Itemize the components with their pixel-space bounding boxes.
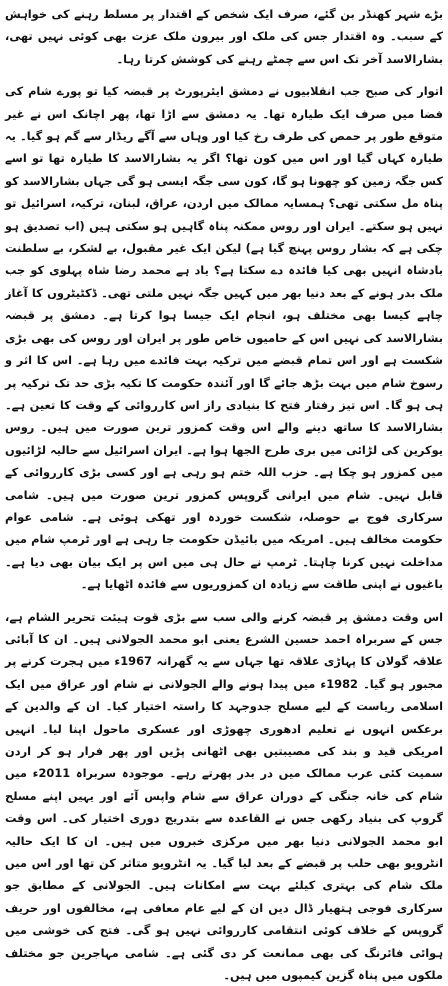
article-paragraph-1: بڑے شہر کھنڈر بن گئے، صرف ایک شخص کے اقتدار پر مسلط رہنے کی خواہش کے سبب۔ وہ اقتدار جس کی ملک اور بیرون ملک عزت بھی کوئی نہیں تھی، بشارالاسد آخر تک اس سے چمٹے رہنے کی کوشش کرتا رہا۔ (5, 7, 443, 66)
article-paragraph-3: اس وقت دمشق پر قبضہ کرنے والی سب سے بڑی قوت ہیئت تحریر الشام ہے، جس کے سربراہ احمد حسین الشرع یعنی ابو محمد الجولانی ہیں۔ ان کا آبائی علاقہ گولان کا پہاڑی علاقہ تھا جہاں سے یہ گھرانہ 1967ء میں ہجرت کرنے پر مجبور ہو گیا۔ 1982ء میں پیدا ہونے والے الجولانی نے شام اور عراق میں ایک اسلامی ریاست کے لیے مسلح جدوجہد کا راستہ اختیار کیا۔ ان کے والدین کے برعکس انہوں نے تعلیم ادھوری چھوڑی اور عسکری ماحول اپنا لیا۔ انہیں امریکی قید و بند کی مصیبتیں بھی اٹھانی پڑیں اور پھر فرار ہو کر اردن سمیت کئی عرب ممالک میں در بدر پھرتے رہے۔ موجودہ سربراہ 2011ء میں شام کی خانہ جنگی کے دوران عراق سے شام واپس آئے اور یہیں اپنے مسلح گروپ کی بنیاد رکھی جس نے القاعدہ سے بتدریج دوری اختیار کی۔ اس وقت ابو محمد الجولانی دنیا بھر میں مرکزی خبروں میں ہیں۔ ان کا ایک حالیہ انٹرویو بھی حلب پر قبضے کے بعد لیا گیا۔ یہ انٹرویو متاثر کن تھا اور اس میں ملک شام کی بہتری کیلئے بہت سے امکانات ہیں۔ الجولانی کے مطابق جو سرکاری فوجی ہتھیار ڈال دیں ان کے لیے عام معافی ہے، مخالفوں اور حریف گروپس کے خلاف کوئی انتقامی کارروائی نہیں ہو گی۔ فتح کی خوشی میں ہوائی فائرنگ کی بھی ممانعت کر دی گئی ہے۔ شامی مہاجرین جو مختلف ملکوں میں پناہ گزین کیمپوں میں ہیں۔ (5, 609, 444, 983)
article-paragraph-2: اتوار کی صبح جب انقلابیوں نے دمشق ایئرپورٹ پر قبضہ کیا تو پورے شام کی فضا میں صرف ایک طیارہ تھا۔ یہ دمشق سے اڑا تھا، پھر اچانک اس نے غیر متوقع طور پر حمص کی طرف رخ کیا اور وہاں سے آگے ریڈار سے گم ہو گیا۔ یہ طیارہ کہاں گیا اور اس میں کون تھا؟ اگر یہ بشارالاسد کا طیارہ تھا تو اسے کس جگہ زمین کو چھونا ہو گا، کون سی جگہ ایسی ہو گی جہاں بشارالاسد کو پناہ مل سکتی تھی؟ ہمسایہ ممالک میں اردن، عراق، لبنان، ترکیہ، اسرائیل تو نہیں ہو سکتے۔ ایران اور روس ممکنہ پناہ گاہیں ہو سکتی ہیں (اب تصدیق ہو چکی ہے کہ بشار روس پہنچ گیا ہے) لیکن ایک غیر مقبول، بے لشکر، بے سلطنت بادشاہ انہیں بھی کیا فائدہ دے سکتا ہے؟ یاد ہے محمد رضا شاہ پہلوی کو جب ملک بدر ہونے کے بعد دنیا بھر میں کہیں جگہ نہیں ملتی تھی۔ ڈکٹیٹروں کا آغاز چاہے کیسا بھی مختلف ہو، انجام ایک جیسا ہوا کرتا ہے۔ دمشق پر قبضہ بشارالاسد کی نہیں اس کے حامیوں خاص طور پر ایران اور روس کی بھی بڑی شکست ہے اور اس تمام قبضے میں ترکیہ بہت فائدے میں رہا ہے۔ اس کا اثر و رسوخ شام میں بہت بڑھ جائے گا اور آئندہ حکومت کا تکیہ بڑی حد تک ترکیہ پر ہی ہو گا۔ اس تیز رفتار فتح کا بنیادی راز اس کارروائی کے وقت کا تعین ہے۔ بشارالاسد کا ساتھ دینے والے اس وقت کمزور ترین صورت میں ہیں۔ روس یوکرین کی لڑائی میں بری طرح الجھا ہوا ہے۔ ایران اسرائیل سے حالیہ لڑائیوں میں کمزور ہو چکا ہے۔ حزب اللہ ختم ہو رہی ہے اور کسی بڑی کارروائی کے قابل نہیں۔ شام میں ایرانی گروپس کمزور ترین صورت میں ہیں۔ شامی سرکاری فوج بے حوصلہ، شکست خوردہ اور تھکی ہوئی ہے۔ شامی عوام حکومت مخالف ہیں۔ امریکہ میں بائیڈن حکومت جا رہی ہے اور ٹرمپ شام میں مداخلت نہیں کرنا چاہتا۔ ٹرمپ نے حال ہی میں اس پر ایک بیان بھی دیا ہے۔ باغیوں نے اپنی طاقت سے زیادہ ان کمزوریوں سے فائدہ اٹھایا ہے۔ (5, 84, 443, 592)
